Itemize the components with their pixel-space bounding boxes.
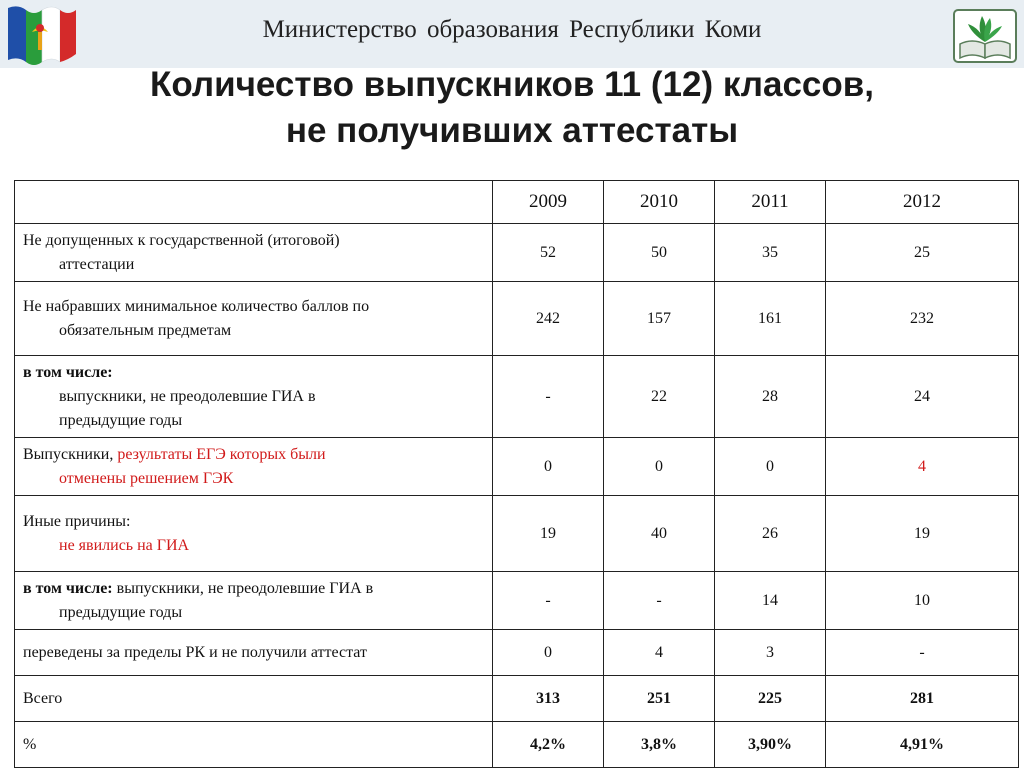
row-label-main: Не набравших минимальное количество баллов по	[23, 297, 370, 315]
row-value: -	[493, 572, 604, 630]
table-row	[15, 224, 1019, 282]
row-label	[15, 438, 493, 496]
row-value: 0	[604, 438, 715, 496]
row-label	[15, 282, 493, 356]
row-label-rest: выпускники, не преодолевшие ГИА в	[112, 579, 374, 597]
row-value: 10	[826, 572, 1019, 630]
table-header-row	[15, 181, 1019, 224]
table-row	[15, 282, 1019, 356]
row-label	[15, 722, 493, 768]
row-value: 157	[604, 282, 715, 356]
table-row-total	[15, 676, 1019, 722]
page-title	[0, 62, 1024, 154]
row-value: 35	[715, 224, 826, 282]
row-label	[15, 676, 493, 722]
row-value: 0	[715, 438, 826, 496]
row-label-main: Выпускники,	[23, 445, 114, 463]
row-value: 24	[826, 356, 1019, 438]
row-label	[15, 356, 493, 438]
row-value: 161	[715, 282, 826, 356]
title-line-2: не получивших аттестаты	[285, 111, 739, 150]
row-value: 281	[826, 676, 1019, 722]
row-label-indent: предыдущие годы	[59, 603, 183, 621]
row-value: 225	[715, 676, 826, 722]
title-line-1: Количество выпускников 11 (12) классов,	[149, 65, 875, 104]
row-label	[15, 572, 493, 630]
graduates-table	[14, 180, 1019, 768]
row-label-red: результаты ЕГЭ которых были	[117, 445, 326, 463]
row-label-main: %	[23, 735, 37, 753]
row-value: 22	[604, 356, 715, 438]
row-label-bold: в том числе:	[23, 363, 113, 381]
row-value: 3,8%	[604, 722, 715, 768]
row-label	[15, 630, 493, 676]
row-label	[15, 496, 493, 572]
education-book-emblem-icon	[948, 4, 1022, 66]
header-year-2011: 2011	[715, 181, 826, 224]
ministry-heading: Министерство образования Республики Коми	[262, 16, 762, 43]
row-value: 3,90%	[715, 722, 826, 768]
row-value: 19	[493, 496, 604, 572]
table-row	[15, 438, 1019, 496]
row-value: -	[604, 572, 715, 630]
row-label-indent: выпускники, не преодолевшие ГИА в предыдущие годы	[59, 387, 316, 429]
row-label-main: Иные причины:	[23, 512, 131, 530]
header-year-2010: 2010	[604, 181, 715, 224]
row-label-indent: аттестации	[59, 255, 135, 273]
row-value: -	[826, 630, 1019, 676]
row-value: 4,91%	[826, 722, 1019, 768]
table-row	[15, 572, 1019, 630]
row-label	[15, 224, 493, 282]
row-value: 14	[715, 572, 826, 630]
row-value: 4,2%	[493, 722, 604, 768]
table-row	[15, 496, 1019, 572]
row-value: 313	[493, 676, 604, 722]
row-value: 52	[493, 224, 604, 282]
table-row	[15, 630, 1019, 676]
table-row-percent	[15, 722, 1019, 768]
row-value: 50	[604, 224, 715, 282]
row-value: 232	[826, 282, 1019, 356]
row-value: 28	[715, 356, 826, 438]
row-value: 19	[826, 496, 1019, 572]
row-label-bold: в том числе:	[23, 579, 113, 597]
row-value: 242	[493, 282, 604, 356]
row-label-indent-red: не явились на ГИА	[59, 536, 190, 554]
row-value: 26	[715, 496, 826, 572]
header-cell-empty	[15, 181, 493, 224]
header-year-2009: 2009	[493, 181, 604, 224]
row-value: 4	[604, 630, 715, 676]
row-value: 251	[604, 676, 715, 722]
row-label-indent: обязательным предметам	[59, 321, 232, 339]
row-label-indent-red: отменены решением ГЭК	[59, 469, 234, 487]
row-value: 0	[493, 438, 604, 496]
table-row	[15, 356, 1019, 438]
row-value: 0	[493, 630, 604, 676]
row-value: -	[493, 356, 604, 438]
row-value: 25	[826, 224, 1019, 282]
header-year-2012: 2012	[826, 181, 1019, 224]
row-label-main: Не допущенных к государственной (итоговой)	[23, 231, 340, 249]
row-value: 40	[604, 496, 715, 572]
row-label-main: Всего	[23, 689, 63, 707]
row-label-main: переведены за пределы РК и не получили аттестат	[23, 643, 367, 661]
row-value-highlight: 4	[826, 438, 1019, 496]
row-value: 3	[715, 630, 826, 676]
